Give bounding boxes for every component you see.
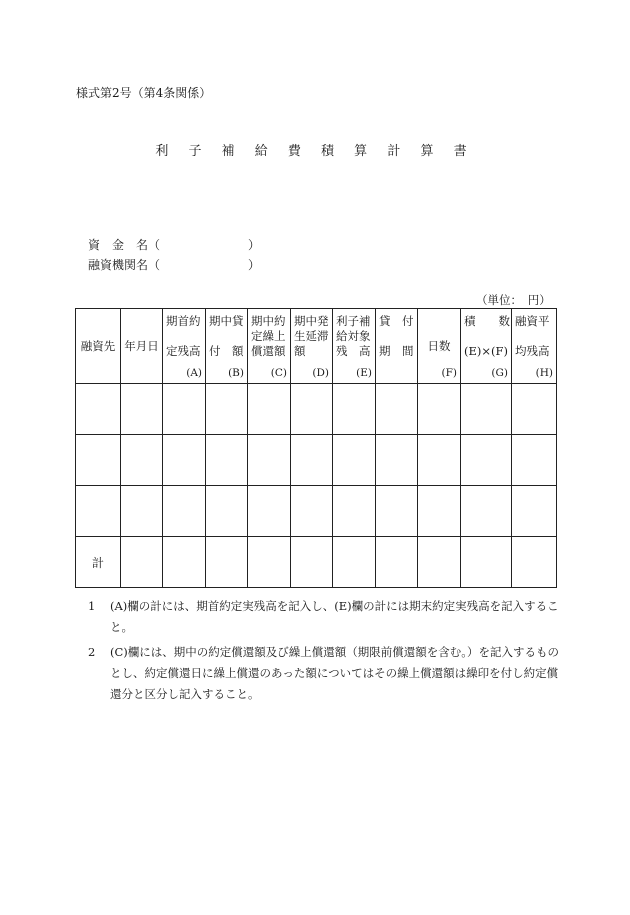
header-cell <box>248 309 291 384</box>
header-line: 積 数 <box>464 314 510 328</box>
form-number: 様式第2号（第4条関係） <box>76 86 212 100</box>
header-cell <box>76 309 121 384</box>
header-line <box>209 329 245 344</box>
table-cell[interactable] <box>333 486 376 537</box>
header-line <box>464 329 509 344</box>
table-cell[interactable] <box>248 537 291 588</box>
table-cell[interactable] <box>376 486 418 537</box>
table-cell[interactable] <box>512 486 557 537</box>
header-line <box>379 329 415 344</box>
note-number: 2 <box>88 645 96 659</box>
header-code: (A) <box>186 367 202 379</box>
header-cell <box>512 309 557 384</box>
total-label: 計 <box>91 555 104 570</box>
table-cell[interactable] <box>76 435 121 486</box>
table-header-row <box>76 309 557 384</box>
table-cell[interactable] <box>76 384 121 435</box>
header-label: 日数 <box>427 339 451 353</box>
table-cell[interactable] <box>418 384 461 435</box>
table-cell[interactable] <box>333 537 376 588</box>
note-2 <box>88 642 563 705</box>
table-cell[interactable] <box>461 435 512 486</box>
table-cell[interactable] <box>163 435 206 486</box>
table-cell[interactable] <box>248 486 291 537</box>
table-cell[interactable] <box>121 435 163 486</box>
table-cell[interactable] <box>291 537 333 588</box>
header-line: 償還額 <box>251 344 286 358</box>
institution-name-label: 融資機関名（ <box>88 258 161 272</box>
table-cell[interactable] <box>121 384 163 435</box>
header-code: (D) <box>312 367 329 379</box>
table-cell[interactable] <box>206 435 248 486</box>
table-cell[interactable] <box>418 537 461 588</box>
table-cell[interactable] <box>163 537 206 588</box>
table-cell[interactable] <box>121 486 163 537</box>
note-text: (A)欄の計には、期首約定実残高を記入し、(E)欄の計には期末約定実残高を記入すること。 <box>110 599 559 634</box>
fund-name-label: 資 金 名（ <box>88 238 161 252</box>
header-line: 残 高 <box>336 344 371 358</box>
header-code: (F) <box>441 367 457 379</box>
header-line: 期 間 <box>379 344 414 358</box>
header-cell <box>376 309 418 384</box>
table-cell[interactable] <box>206 384 248 435</box>
note-1 <box>88 596 563 638</box>
header-cell <box>291 309 333 384</box>
table-cell[interactable] <box>376 384 418 435</box>
calculation-table <box>75 308 557 588</box>
header-line: 期中発 <box>294 314 329 328</box>
header-line: (E)×(F) <box>464 344 508 358</box>
table-cell[interactable] <box>461 486 512 537</box>
header-line: 生延滞 <box>294 329 329 343</box>
table-cell[interactable] <box>163 384 206 435</box>
header-line: 均残高 <box>515 344 550 358</box>
header-cell <box>461 309 512 384</box>
header-cell <box>121 309 163 384</box>
table-cell[interactable] <box>461 537 512 588</box>
table-cell[interactable] <box>376 435 418 486</box>
header-line: 利子補 <box>336 314 371 328</box>
header-line: 期中約 <box>251 314 286 328</box>
unit-label: （単位： 円） <box>476 293 551 307</box>
header-line: 期中貸 <box>209 314 244 328</box>
table-cell[interactable] <box>461 384 512 435</box>
table-cell[interactable] <box>418 435 461 486</box>
table-cell[interactable] <box>512 435 557 486</box>
header-line: 付 額 <box>209 344 244 358</box>
header-label: 年月日 <box>124 339 159 353</box>
header-code: (E) <box>356 367 372 379</box>
table-cell[interactable] <box>418 486 461 537</box>
header-line: 期首約 <box>166 314 201 328</box>
header-cell <box>333 309 376 384</box>
table-cell[interactable] <box>291 435 333 486</box>
table-cell[interactable] <box>206 486 248 537</box>
table-row <box>76 384 557 435</box>
table-cell[interactable] <box>512 537 557 588</box>
header-line: 融資平 <box>515 314 550 328</box>
header-line: 貸 付 <box>379 314 414 328</box>
header-label: 融資先 <box>80 339 116 353</box>
table-cell[interactable] <box>248 384 291 435</box>
table-cell[interactable] <box>76 537 121 588</box>
table-cell[interactable] <box>206 537 248 588</box>
header-cell <box>418 309 461 384</box>
header-line: 定繰上 <box>251 329 286 343</box>
header-code: (C) <box>270 367 287 379</box>
note-number: 1 <box>88 599 96 613</box>
table-cell[interactable] <box>512 384 557 435</box>
header-line <box>166 329 203 344</box>
fund-name-field <box>88 236 261 253</box>
header-cell <box>206 309 248 384</box>
institution-name-close: ） <box>248 258 261 272</box>
header-cell <box>163 309 206 384</box>
table-cell[interactable] <box>291 486 333 537</box>
header-code: (H) <box>535 367 553 379</box>
header-line: 額 <box>294 344 306 358</box>
header-line <box>515 329 554 344</box>
header-code: (G) <box>491 367 508 379</box>
note-text: (C)欄には、期中の約定償還額及び繰上償還額（期限前償還額を含む。）を記入するものとし、約定償還日に繰上償還のあった額についてはその繰上償還額は繰印を付し約定償還分と区分し記入すること。 <box>110 645 560 701</box>
total-row <box>76 537 557 588</box>
table-cell[interactable] <box>163 486 206 537</box>
table-cell[interactable] <box>248 435 291 486</box>
table-cell[interactable] <box>76 486 121 537</box>
notes <box>88 596 563 709</box>
table-cell[interactable] <box>121 537 163 588</box>
table-cell[interactable] <box>333 384 376 435</box>
table-cell[interactable] <box>376 537 418 588</box>
table-cell[interactable] <box>333 435 376 486</box>
header-line: 定残高 <box>166 344 201 358</box>
fund-name-close: ） <box>248 238 261 252</box>
header-line: 給対象 <box>336 329 371 343</box>
table-row <box>76 486 557 537</box>
institution-name-field <box>88 256 261 273</box>
page-title: 利 子 補 給 費 積 算 計 算 書 <box>155 144 475 159</box>
table-row <box>76 435 557 486</box>
header-code: (B) <box>228 367 244 379</box>
table-cell[interactable] <box>291 384 333 435</box>
